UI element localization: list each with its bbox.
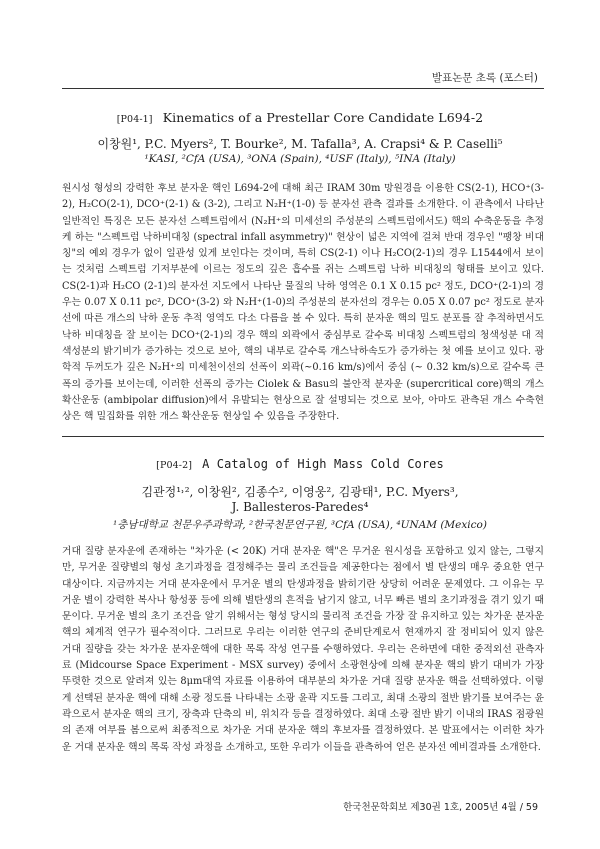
abstract1-body: 원시성 형성의 강력한 후보 분자운 핵인 L694-2에 대해 최근 IRAM 30m 망원경을 이용한 CS(2-1), HCO⁺(3-2), H₂CO(2-1), DCO⁺(2-1) & (3-2), 그리고 N₂H⁺(1-0) 등 분자선 관측 결과를 소개한다. 이 관측에서 나타난 일반적인 특징은 모든 분자선 스펙트럼에서 (N₂H⁺의 미세선의 주성분의 스펙트럼에서도) 핵의 수축운동을 추정케 하는 "스펙트럼 낙하비대칭 (spectral infall asymmetry)" 현상이 넓은 지역에 걸쳐 반대 경우인 "팽창 비대칭"의 예외 경우가 없이 일관성 있게 보인다는 것이며, 특히 CS(2-1) 이나 H₂CO(2-1)의 경우 L1544에서 보이는 것처럼 스펙트럼 기저부분에 이르는 정도의 깊은 흡수를 쥐는 스펙트럼 낙하 비대칭의 형태를 보이고 있다. CS(2-1)과 H₂CO (2-1)의 분자선 지도에서 나타난 물질의 낙하 영역은 0.1 X 0.15 pc² 정도, DCO⁺(2-1)의 경우는 0.07 X 0.11 pc², DCO⁺(3-2) 와 N₂H⁺(1-0)의 주성분의 분자선의 경우는 0.05 X 0.07 pc² 정도로 분자선에 따른 개스의 낙하 운동 추적 영역도 다소 다름을 볼 수 있다. 특히 분자운 핵의 밀도 분포를 잘 추적하면서도 낙하 비대칭을 잘 보이는 DCO⁺(2-1)의 경우 핵의 외곽에서 중심부로 갈수록 비대칭 스펙트럼의 청색성분 대 적색성분의 밝기비가 증가하는 것으로 보아, 핵의 내부로 갈수록 개스낙하속도가 증가하는 첫 예를 보이고 있다. 광학적 두꺼도가 깊은 N₂H⁺의 미세천이선의 선폭이 외곽(~0.16 km/s)에서 중심 (~ 0.32 km/s)으로 갈수록 큰 폭의 증가를 보이는데, 이러한 선폭의 증가는 Ciolek & Basu의 불안적 분자운 (supercritical core)핵의 개스확산운동 (ambipolar diffusion)에서 유발되는 현상으로 잘 설명되는 것으로 보아, 아마도 관측된 개스 수축현상은 핵 밀집화를 위한 개스 확산운동 현상일 수 있음을 주장한다.: [62, 183, 544, 423]
abstract2-authors-line1: 김관정¹˒², 이창원², 김종수², 이영웅², 김광태¹, P.C. Myers³,: [141, 485, 459, 499]
abstract1-authors: 이창원¹, P.C. Myers², T. Bourke², M. Tafalla³, A. Crapsi⁴ & P. Caselli⁵: [97, 137, 503, 151]
abstract2-heading: [0, 456, 600, 471]
abstract1-heading: [0, 110, 600, 125]
abstract2-title: A Catalog of High Mass Cold Cores: [202, 457, 444, 471]
header-divider: [62, 88, 544, 89]
abstract-divider: [62, 436, 544, 437]
abstract2-body: 거대 질량 분자운에 존재하는 "차가운 (< 20K) 거대 분자운 핵"은 무거운 원시성을 포함하고 있지 않는, 그렇지만, 무거운 질량별의 형성 초기과정을 결정해주는 물리 조건들을 제공한다는 점에서 별 탄생의 매우 중요한 연구대상이다. 지금까지는 거대 분자운에서 무거운 별의 탄생과정을 밝히기란 상당히 어려운 문제였다. 그 이유는 무거운 별이 강력한 복사나 항성풍 등에 의해 별탄생의 흔적을 남기지 않고, 너무 빠른 별의 초기과정을 겪기 있기 때문이다. 무거운 별의 초기 조건을 알기 위해서는 형성 당시의 물리적 조건을 가장 잘 유지하고 있는 차가운 분자운 핵의 체계적 연구가 필수적이다. 그러므로 우리는 이러한 연구의 준비단계로서 현재까지 잘 정비되어 있지 않은 거대 질량을 갖는 차가운 분자운핵에 대한 목록 작성 연구를 수행하였다. 우리는 은하면에 대한 중적외선 관측자료 (Midcourse Space Experiment - MSX survey) 중에서 소광현상에 의해 분자운 핵의 밝기 대비가 가장 뚜렷한 것으로 알려져 있는 8μm대역 자료를 이용하여 대부분의 차가운 거대 질량 분자운 핵을 선택하였다. 이렇게 선택된 분자운 핵에 대해 소광 정도를 나타내는 소광 윤곽 지도를 그리고, 최대 소광의 절반 밝기를 보여주는 윤곽으로서 분자운 핵의 크기, 장축과 단축의 비, 위치각 등을 결정하였다. 최대 소광 절반 밝기 이내의 IRAS 점광원의 존재 여부를 봄으로써 최종적으로 차가운 거대 분자운 핵의 후보자를 결정하였다. 본 발표에서는 이러한 차가운 거대 분자운 핵의 목록 작성 과정을 소개하고, 또한 우리가 이들을 관측하여 얻은 분자선 예비결과를 소개한다.: [62, 546, 544, 753]
abstract1-title: Kinematics of a Prestellar Core Candidate L694-2: [162, 110, 484, 125]
journal-footer: 한국천문학회보 제30권 1호, 2005년 4월 / 59: [343, 802, 538, 813]
abstract2-authors-line2: J. Ballesteros-Paredes⁴: [231, 500, 369, 514]
abstract2-affiliations: ¹충남대학교 천문우주과학과, ²한국천문연구원, ³CfA (USA), ⁴UNAM (Mexico): [113, 519, 487, 531]
abstract2-code: [P04-2]: [156, 460, 193, 471]
abstract1-code: [P04-1]: [116, 114, 153, 125]
abstract1-affiliations: ¹KASI, ²CfA (USA), ³ONA (Spain), ⁴USF (Italy), ⁵INA (Italy): [144, 153, 456, 165]
section-header-label: 발표논문 초록 (포스터): [431, 72, 538, 84]
